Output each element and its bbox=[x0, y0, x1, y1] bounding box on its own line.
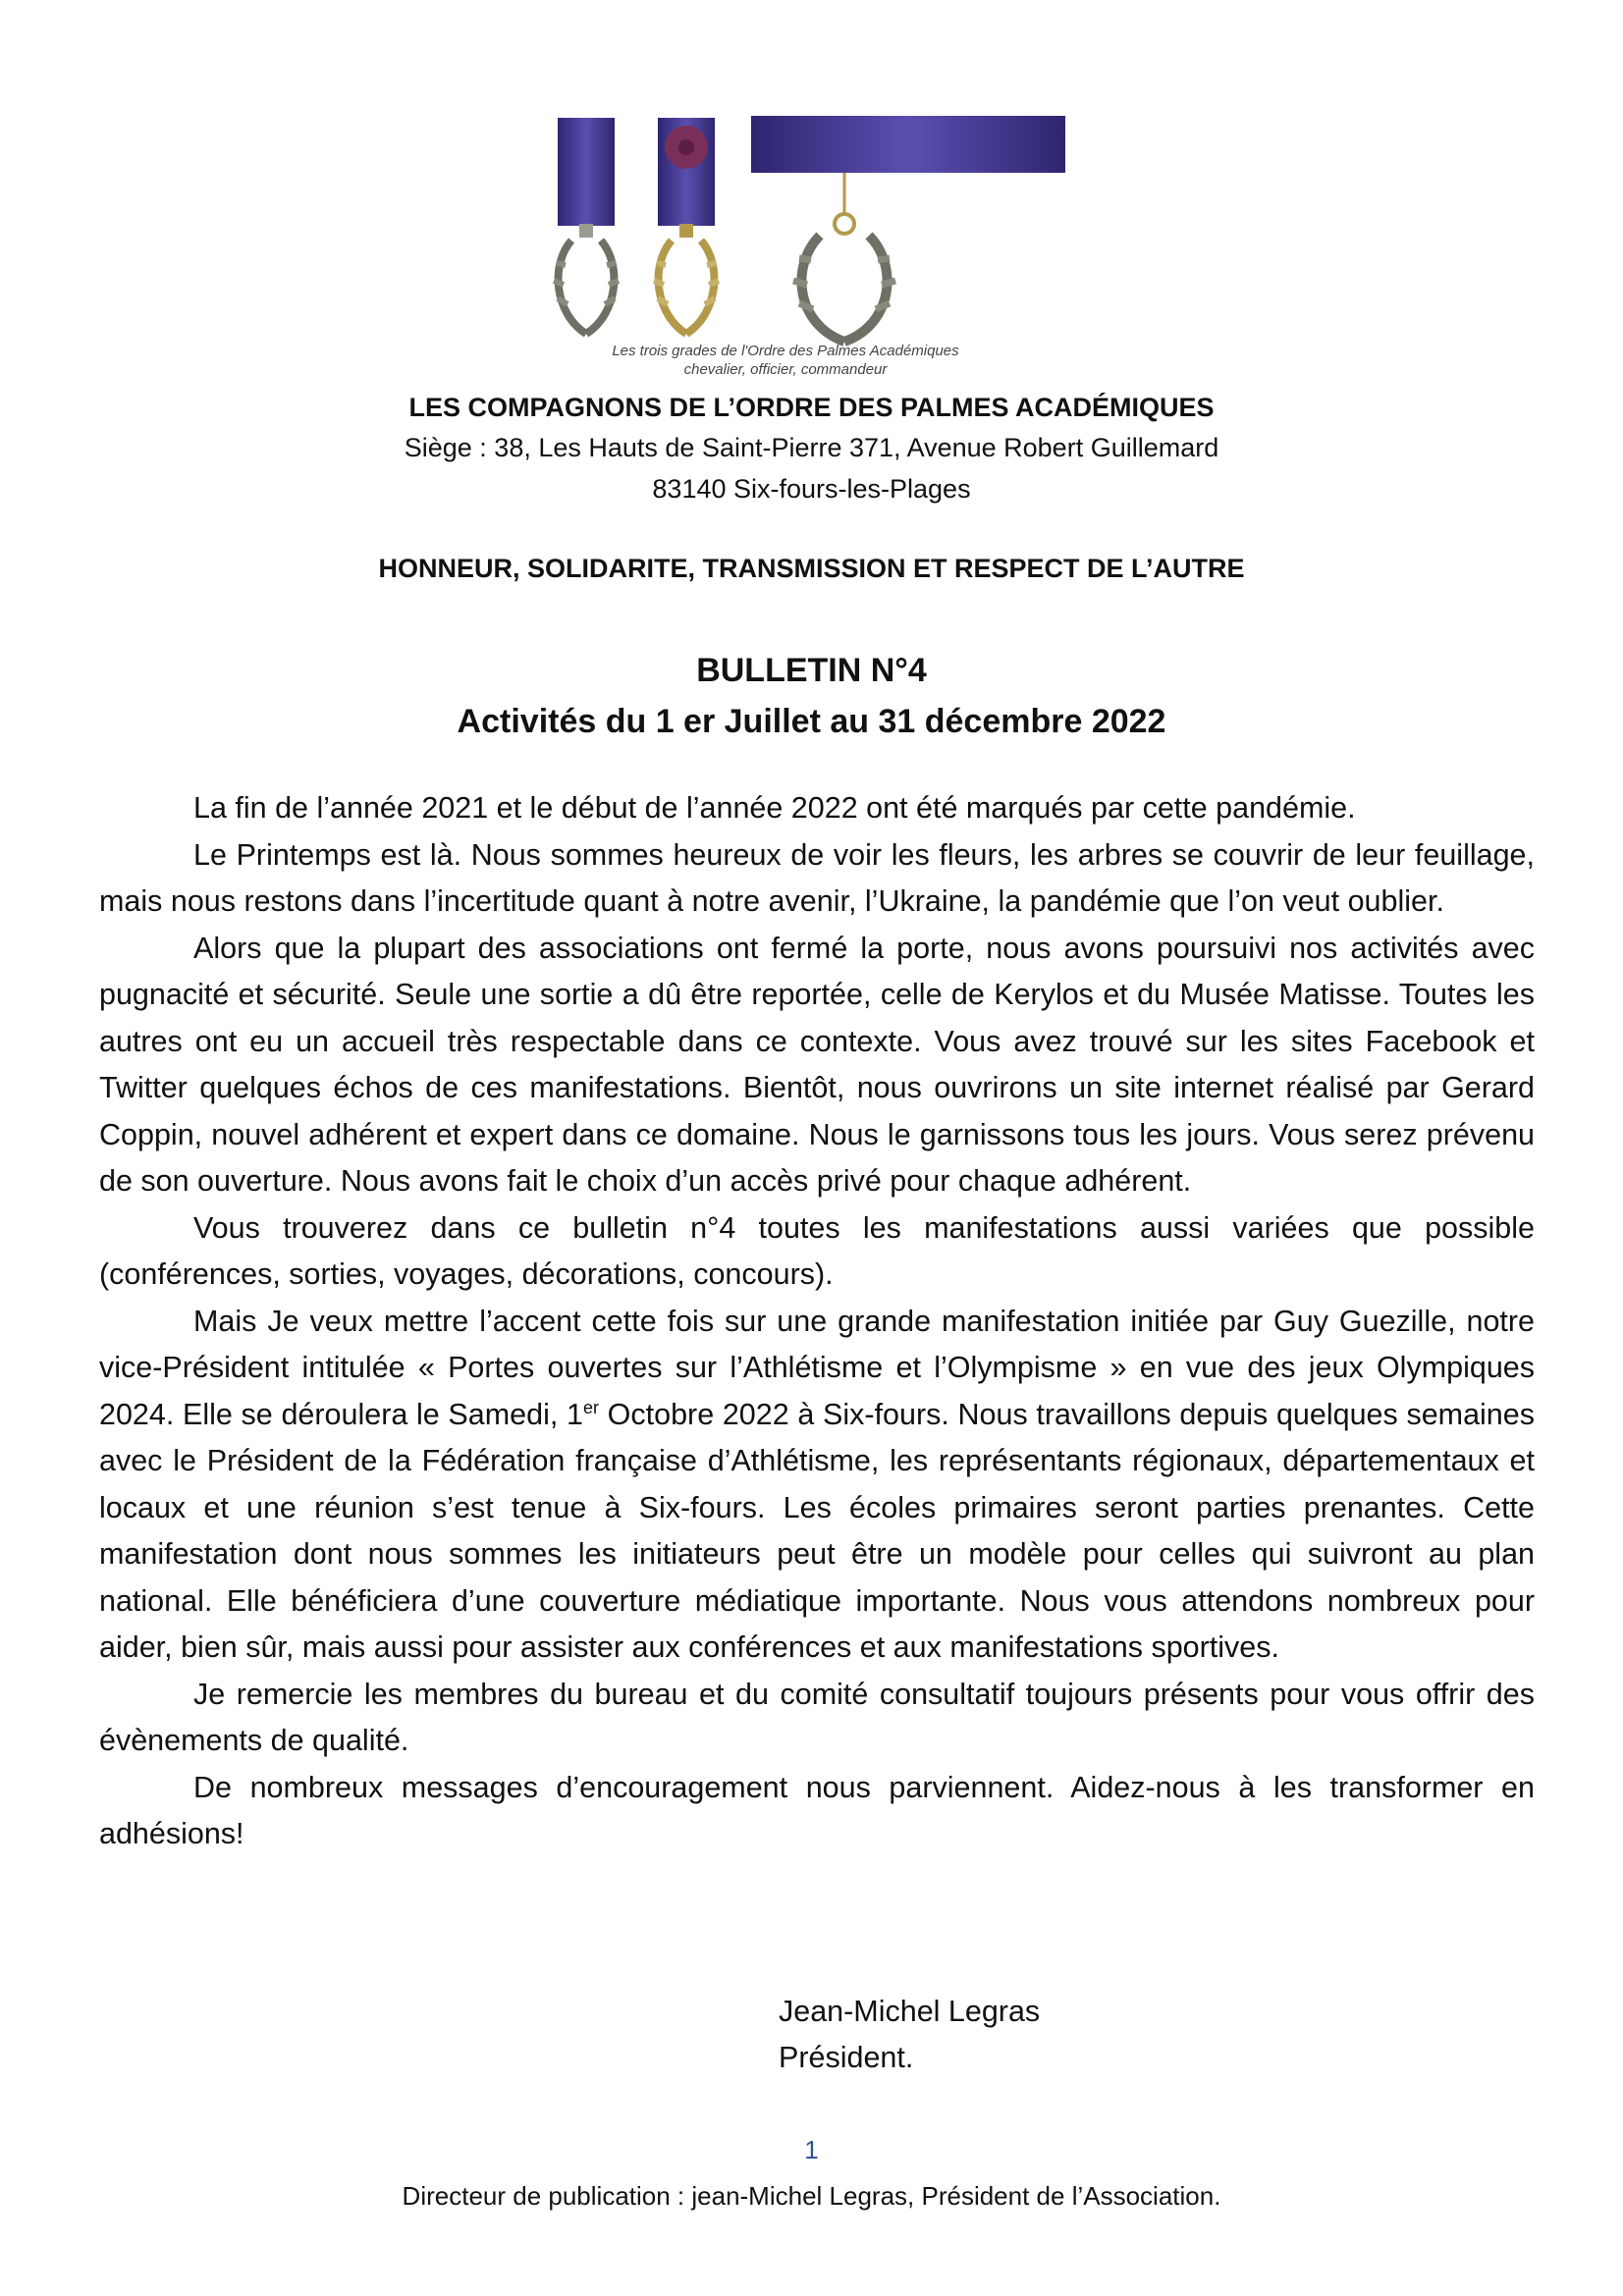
organization-title: LES COMPAGNONS DE L’ORDRE DES PALMES ACADÉMIQUES bbox=[408, 393, 1215, 422]
publisher-footer: Directeur de publication : jean-Michel Legras, Président de l’Association. bbox=[402, 2181, 1221, 2211]
commandeur-medal bbox=[751, 116, 1065, 342]
paragraph-5-part-2: Octobre 2022 à Six-fours. Nous travaillons depuis quelques semaines avec le Président de la Fédération française d’Athlétisme, les représentants régionaux, départementaux et locaux et une réunion s’est tenue à Six-fours. Les écoles primaires seront parties prenantes. Cette manifestation dont nous sommes les initiateurs peut être un modèle pour celles qui suivront au plan national. Elle bénéficiera d’une couverture médiatique importante. Nous vous attendons nombreux pour aider, bien sûr, mais aussi pour assister aux conférences et aux manifestations sportives. bbox=[99, 1397, 1535, 1664]
signatory-role: Président. bbox=[779, 2041, 914, 2074]
chevalier-medal bbox=[554, 118, 619, 334]
caption-line-1: Les trois grades de l'Ordre des Palmes Académiques bbox=[612, 343, 959, 359]
paragraph-5-part-1: Mais Je veux mettre l’accent cette fois sur une grande manifestation initiée par Guy Guezille, notre vice-Président intitulée « Portes ouvertes sur l’Athlétisme et l’Olympisme » en vue des jeux Olympiques 2024. Elle se déroulera le Samedi, 1 bbox=[99, 1304, 1535, 1431]
paragraph-3: Alors que la plupart des associations ont fermé la porte, nous avons poursuivi nos activités avec pugnacité et sécurité. Seule une sortie a dû être reportée, celle de Kerylos et du Musée Matisse. Toutes les autres ont eu un accueil très respectable dans ce contexte. Vous avez trouvé sur les sites Facebook et Twitter quelques échos de ces manifestations. Bientôt, nous ouvrirons un site internet réalisé par Gerard Coppin, nouvel adhérent et expert dans ce domaine. Nous le garnissons tous les jours. Vous serez prévenu de son ouverture. Nous avons fait le choix d’un accès privé pour chaque adhérent. bbox=[99, 931, 1535, 1198]
page-number: 1 bbox=[804, 2135, 819, 2164]
palmes-academiques-medals-image bbox=[550, 108, 1080, 368]
address-line-2: 83140 Six-fours-les-Plages bbox=[652, 474, 971, 504]
bulletin-title: BULLETIN N°4 bbox=[696, 652, 927, 689]
bulletin-period: Activités du 1 er Juillet au 31 décembre 2022 bbox=[457, 703, 1166, 740]
paragraph-1: La fin de l’année 2021 et le début de l’année 2022 ont été marqués par cette pandémie. bbox=[193, 791, 1356, 825]
paragraph-5 bbox=[99, 1299, 1535, 1672]
officier-medal bbox=[654, 118, 719, 334]
paragraph-7: De nombreux messages d’encouragement nous parviennent. Aidez-nous à les transformer en adhésions! bbox=[99, 1770, 1535, 1850]
address-line-1: Siège : 38, Les Hauts de Saint-Pierre 371, Avenue Robert Guillemard bbox=[404, 433, 1219, 462]
medals-caption bbox=[550, 342, 1021, 379]
paragraph-6: Je remercie les membres du bureau et du comité consultatif toujours présents pour vous offrir des évènements de qualité. bbox=[99, 1677, 1535, 1757]
paragraph-4: Vous trouverez dans ce bulletin n°4 toutes les manifestations aussi variées que possible (conférences, sorties, voyages, décorations, concours). bbox=[99, 1210, 1535, 1291]
caption-line-2: chevalier, officier, commandeur bbox=[683, 361, 888, 378]
motto: HONNEUR, SOLIDARITE, TRANSMISSION ET RESPECT DE L’AUTRE bbox=[378, 554, 1245, 583]
medals-illustration bbox=[550, 108, 1080, 368]
paragraph-2: Le Printemps est là. Nous sommes heureux de voir les fleurs, les arbres se couvrir de leur feuillage, mais nous restons dans l’incertitude quant à notre avenir, l’Ukraine, la pandémie que l’on veut oublier. bbox=[99, 837, 1535, 918]
signatory-name: Jean-Michel Legras bbox=[779, 1995, 1041, 2028]
ordinal-superscript: er bbox=[582, 1397, 599, 1417]
signature-block bbox=[779, 1989, 1040, 2081]
letter-body bbox=[99, 785, 1535, 1858]
